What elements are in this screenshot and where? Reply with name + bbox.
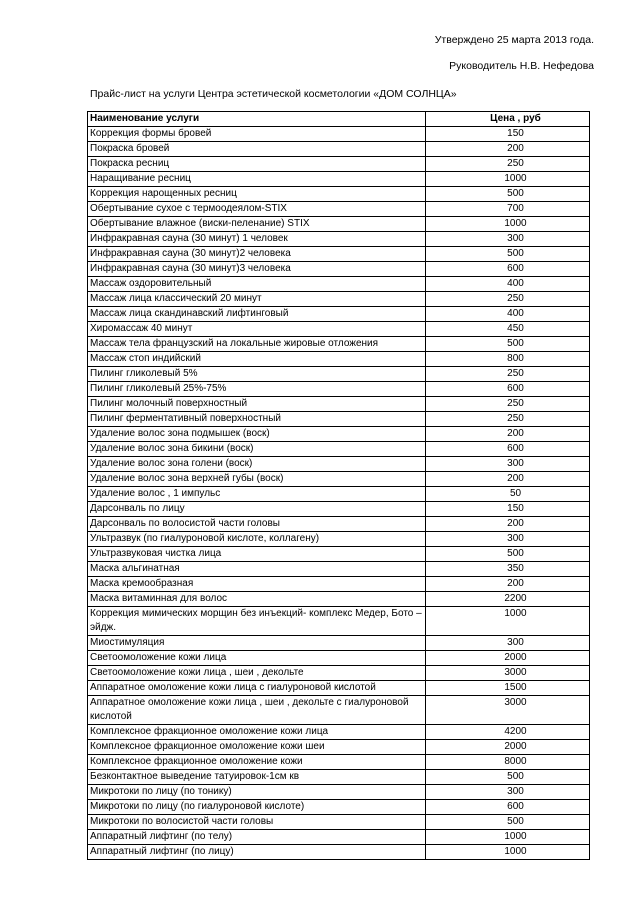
price-cell: 300 [426,785,590,800]
price-cell: 250 [426,397,590,412]
service-name-cell: Безконтактное выведение татуировок-1см кв [88,770,426,785]
service-name-cell: Коррекция мимических морщин без инъекций- комплекс Медер, Бото –эйдж. [88,607,426,636]
table-row [88,636,590,651]
service-name-cell: Обертывание сухое с термоодеялом-STIX [88,202,426,217]
price-cell: 2200 [426,592,590,607]
price-cell: 4200 [426,725,590,740]
manager-signature-line: Руководитель Н.В. Нефедова [449,60,594,72]
table-row [88,532,590,547]
price-cell: 300 [426,532,590,547]
price-cell: 150 [426,502,590,517]
price-cell: 200 [426,472,590,487]
service-name-cell: Наращивание ресниц [88,172,426,187]
price-cell: 3000 [426,696,590,725]
price-cell: 700 [426,202,590,217]
price-cell: 1000 [426,172,590,187]
table-row [88,770,590,785]
service-name-cell: Массаж оздоровительный [88,277,426,292]
price-cell: 450 [426,322,590,337]
price-cell: 500 [426,770,590,785]
price-cell: 3000 [426,666,590,681]
price-cell: 300 [426,232,590,247]
service-name-cell: Комплексное фракционное омоложение кожи [88,755,426,770]
service-name-cell: Удаление волос зона голени (воск) [88,457,426,472]
service-name-cell: Дарсонваль по волосистой части головы [88,517,426,532]
price-cell: 50 [426,487,590,502]
table-row [88,457,590,472]
service-name-cell: Удаление волос зона верхней губы (воск) [88,472,426,487]
service-name-cell: Аппаратный лифтинг (по телу) [88,830,426,845]
service-name-cell: Аппаратное омоложение кожи лица с гиалуроновой кислотой [88,681,426,696]
table-row [88,157,590,172]
price-cell: 1000 [426,845,590,860]
service-name-cell: Микротоки по лицу (по тонику) [88,785,426,800]
service-name-cell: Удаление волос , 1 импульс [88,487,426,502]
service-name-cell: Инфракравная сауна (30 минут) 1 человек [88,232,426,247]
service-name-cell: Покраска ресниц [88,157,426,172]
price-cell: 600 [426,800,590,815]
price-cell: 600 [426,262,590,277]
table-row [88,725,590,740]
service-name-cell: Аппаратный лифтинг (по лицу) [88,845,426,860]
price-cell: 300 [426,636,590,651]
table-row [88,577,590,592]
table-row [88,217,590,232]
service-name-cell: Комплексное фракционное омоложение кожи шеи [88,740,426,755]
service-name-cell: Инфракравная сауна (30 минут)2 человека [88,247,426,262]
table-row [88,277,590,292]
approval-note: Утверждено 25 марта 2013 года. [434,34,594,46]
table-row [88,607,590,636]
price-cell: 500 [426,815,590,830]
table-row [88,382,590,397]
table-row [88,681,590,696]
service-name-cell: Массаж тела французский на локальные жировые отложения [88,337,426,352]
table-row [88,592,590,607]
service-name-cell: Маска кремообразная [88,577,426,592]
column-header-price: Цена , руб [426,112,590,127]
price-cell: 1500 [426,681,590,696]
service-name-cell: Коррекция формы бровей [88,127,426,142]
price-cell: 200 [426,142,590,157]
table-row [88,307,590,322]
price-cell: 250 [426,367,590,382]
service-name-cell: Обертывание влажное (виски-пеленание) STIX [88,217,426,232]
price-cell: 1000 [426,830,590,845]
table-row [88,232,590,247]
service-name-cell: Комплексное фракционное омоложение кожи лица [88,725,426,740]
table-row [88,127,590,142]
table-row [88,427,590,442]
table-row [88,740,590,755]
service-name-cell: Удаление волос зона подмышек (воск) [88,427,426,442]
price-cell: 1000 [426,217,590,232]
price-cell: 250 [426,292,590,307]
table-row [88,755,590,770]
service-name-cell: Ультразвук (по гиалуроновой кислоте, коллагену) [88,532,426,547]
table-row [88,397,590,412]
price-cell: 1000 [426,607,590,636]
price-cell: 500 [426,337,590,352]
table-row [88,472,590,487]
table-row [88,845,590,860]
table-row [88,412,590,427]
table-row [88,337,590,352]
price-cell: 2000 [426,651,590,666]
price-cell: 400 [426,277,590,292]
table-row [88,696,590,725]
service-name-cell: Хиромассаж 40 минут [88,322,426,337]
price-cell: 600 [426,442,590,457]
price-cell: 150 [426,127,590,142]
table-row [88,502,590,517]
table-row [88,442,590,457]
price-cell: 200 [426,427,590,442]
table-row [88,367,590,382]
price-table-body [88,112,590,860]
price-cell: 8000 [426,755,590,770]
service-name-cell: Массаж стоп индийский [88,352,426,367]
service-name-cell: Ультразвуковая чистка лица [88,547,426,562]
table-row [88,562,590,577]
service-name-cell: Пилинг гликолевый 5% [88,367,426,382]
price-cell: 500 [426,247,590,262]
table-row [88,800,590,815]
table-row [88,352,590,367]
price-cell: 800 [426,352,590,367]
service-name-cell: Аппаратное омоложение кожи лица , шеи , декольте с гиалуроновой кислотой [88,696,426,725]
table-row [88,187,590,202]
price-cell: 2000 [426,740,590,755]
table-row [88,292,590,307]
price-table [87,111,590,860]
service-name-cell: Маска альгинатная [88,562,426,577]
price-cell: 200 [426,577,590,592]
service-name-cell: Пилинг гликолевый 25%-75% [88,382,426,397]
table-row [88,815,590,830]
price-cell: 600 [426,382,590,397]
price-cell: 500 [426,547,590,562]
service-name-cell: Инфракравная сауна (30 минут)3 человека [88,262,426,277]
table-row [88,247,590,262]
table-row [88,202,590,217]
price-cell: 300 [426,457,590,472]
table-row [88,830,590,845]
table-header-row [88,112,590,127]
price-cell: 350 [426,562,590,577]
service-name-cell: Дарсонваль по лицу [88,502,426,517]
column-header-service: Наименование услуги [88,112,426,127]
service-name-cell: Массаж лица классический 20 минут [88,292,426,307]
service-name-cell: Маска витаминная для волос [88,592,426,607]
price-cell: 500 [426,187,590,202]
price-cell: 400 [426,307,590,322]
price-cell: 200 [426,517,590,532]
price-list-title: Прайс-лист на услуги Центра эстетической косметологии «ДОМ СОЛНЦА» [90,88,457,100]
service-name-cell: Пилинг молочный поверхностный [88,397,426,412]
table-row [88,517,590,532]
service-name-cell: Светоомоложение кожи лица [88,651,426,666]
service-name-cell: Микротоки по лицу (по гиалуроновой кислоте) [88,800,426,815]
table-row [88,262,590,277]
service-name-cell: Коррекция нарощенных ресниц [88,187,426,202]
table-row [88,785,590,800]
table-row [88,547,590,562]
table-row [88,142,590,157]
service-name-cell: Покраска бровей [88,142,426,157]
service-name-cell: Микротоки по волосистой части головы [88,815,426,830]
service-name-cell: Массаж лица скандинавский лифтинговый [88,307,426,322]
table-row [88,666,590,681]
price-cell: 250 [426,157,590,172]
table-row [88,322,590,337]
service-name-cell: Удаление волос зона бикини (воск) [88,442,426,457]
price-cell: 250 [426,412,590,427]
table-row [88,487,590,502]
table-row [88,651,590,666]
table-row [88,172,590,187]
service-name-cell: Пилинг ферментативный поверхностный [88,412,426,427]
service-name-cell: Миостимуляция [88,636,426,651]
service-name-cell: Светоомоложение кожи лица , шеи , декольте [88,666,426,681]
